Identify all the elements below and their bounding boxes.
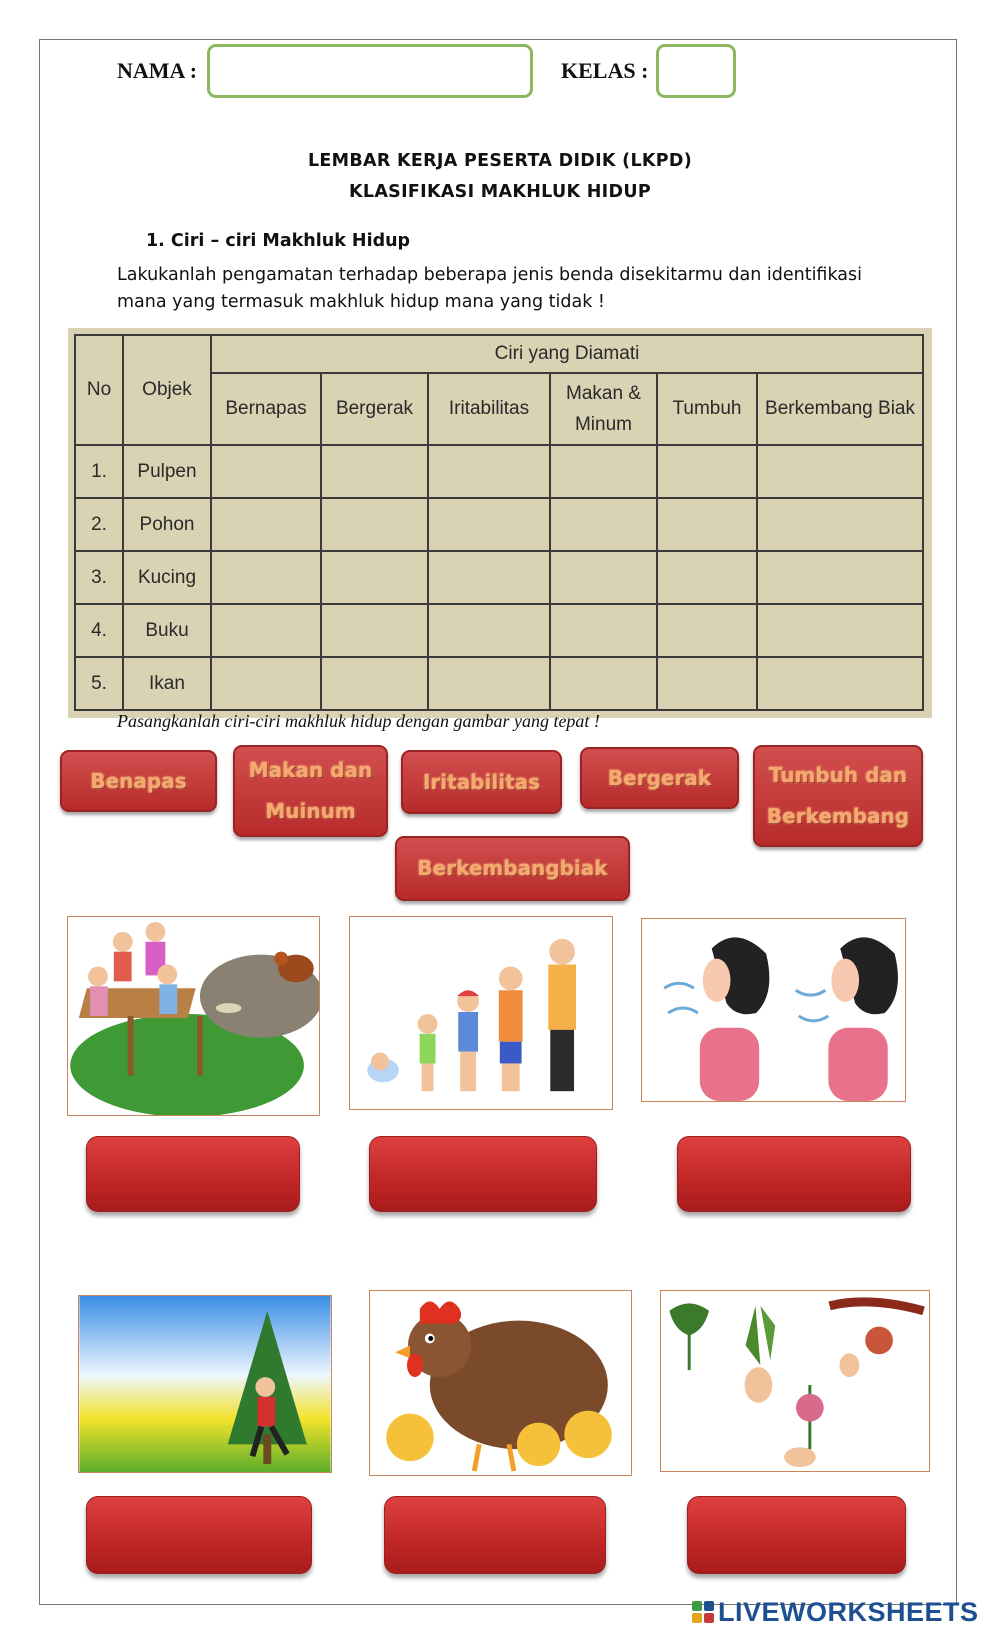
trait-header: Bernapas [211, 373, 321, 445]
name-input[interactable] [207, 44, 533, 98]
table-row [75, 445, 923, 498]
table-cell [550, 445, 657, 498]
row-number: 4. [75, 604, 123, 657]
table-cell [428, 551, 550, 604]
title-line-2: KLASIFIKASI MAKHLUK HIDUP [349, 182, 651, 202]
table-cell [657, 657, 757, 710]
table-cell [428, 445, 550, 498]
eating-illustration [68, 917, 319, 1115]
table-cell [757, 498, 923, 551]
col-no-header: No [75, 335, 123, 445]
table-cell [657, 445, 757, 498]
row-object: Ikan [123, 657, 211, 710]
table-cell [321, 498, 428, 551]
table-cell [428, 498, 550, 551]
hen-illustration [370, 1291, 631, 1475]
answer-chip[interactable]: Berkembangbiak [395, 836, 630, 901]
table-cell [211, 604, 321, 657]
observation-table-image [68, 328, 932, 718]
row-object: Kucing [123, 551, 211, 604]
table-cell [550, 657, 657, 710]
picture-eating [67, 916, 320, 1116]
table-cell [550, 551, 657, 604]
table-cell [428, 604, 550, 657]
answer-chip[interactable]: Tumbuh dan Berkembang [753, 745, 923, 847]
answer-chip[interactable]: Iritabilitas [401, 750, 562, 814]
table-cell [211, 657, 321, 710]
table-cell [657, 498, 757, 551]
answer-drop-zone[interactable] [369, 1136, 597, 1212]
liveworksheets-brand: LIVEWORKSHEETS [718, 1597, 979, 1627]
answer-drop-zone[interactable] [86, 1136, 300, 1212]
row-object: Buku [123, 604, 211, 657]
table-cell [321, 657, 428, 710]
picture-reproduction-hen [369, 1290, 632, 1476]
answer-chip[interactable]: Makan dan Muinum [233, 745, 388, 837]
irritability-illustration [661, 1291, 929, 1471]
trait-header: Tumbuh [657, 373, 757, 445]
table-cell [757, 657, 923, 710]
section-paragraph: Lakukanlah pengamatan terhadap beberapa jenis benda disekitarmu dan identifikasi mana yang termasuk makhluk hidup mana yang tidak ! [117, 265, 862, 312]
answer-drop-zone[interactable] [687, 1496, 906, 1574]
row-number: 1. [75, 445, 123, 498]
liveworksheets-logo-icon [692, 1601, 714, 1623]
row-number: 5. [75, 657, 123, 710]
class-input[interactable] [656, 44, 736, 98]
table-cell [550, 498, 657, 551]
trait-header: Bergerak [321, 373, 428, 445]
table-cell [550, 604, 657, 657]
table-row [75, 657, 923, 710]
matching-instruction: Pasangkanlah ciri-ciri makhluk hidup dengan gambar yang tepat ! [117, 711, 600, 731]
table-cell [657, 551, 757, 604]
table-cell [321, 604, 428, 657]
picture-irritability [660, 1290, 930, 1472]
table-row [75, 604, 923, 657]
answer-chip[interactable]: Bergerak [580, 747, 739, 809]
table-cell [757, 445, 923, 498]
table-cell [428, 657, 550, 710]
picture-walking [78, 1295, 332, 1473]
name-label: NAMA : [117, 58, 198, 83]
walking-illustration [79, 1296, 331, 1472]
answer-drop-zone[interactable] [86, 1496, 312, 1574]
picture-breathing [641, 918, 906, 1102]
answer-drop-zone[interactable] [384, 1496, 606, 1574]
answer-chip[interactable]: Benapas [60, 750, 217, 812]
section-heading: 1. Ciri – ciri Makhluk Hidup [146, 231, 411, 251]
breathing-illustration [642, 919, 905, 1101]
answer-drop-zone[interactable] [677, 1136, 911, 1212]
trait-header: Iritabilitas [428, 373, 550, 445]
table-cell [321, 551, 428, 604]
trait-header: Berkembang Biak [757, 373, 923, 445]
picture-growth [349, 916, 613, 1110]
table-row [75, 498, 923, 551]
table-row [75, 551, 923, 604]
table-cell [211, 498, 321, 551]
table-cell [757, 604, 923, 657]
row-object: Pulpen [123, 445, 211, 498]
traits-group-header: Ciri yang Diamati [211, 335, 923, 373]
table-cell [321, 445, 428, 498]
col-object-header: Objek [123, 335, 211, 445]
table-cell [211, 551, 321, 604]
table-cell [211, 445, 321, 498]
title-line-1: LEMBAR KERJA PESERTA DIDIK (LKPD) [307, 151, 693, 171]
row-object: Pohon [123, 498, 211, 551]
class-label: KELAS : [561, 58, 649, 83]
growth-illustration [350, 917, 612, 1109]
row-number: 2. [75, 498, 123, 551]
observation-table [74, 334, 924, 711]
table-cell [657, 604, 757, 657]
trait-header: Makan & Minum [550, 373, 657, 445]
table-cell [757, 551, 923, 604]
row-number: 3. [75, 551, 123, 604]
